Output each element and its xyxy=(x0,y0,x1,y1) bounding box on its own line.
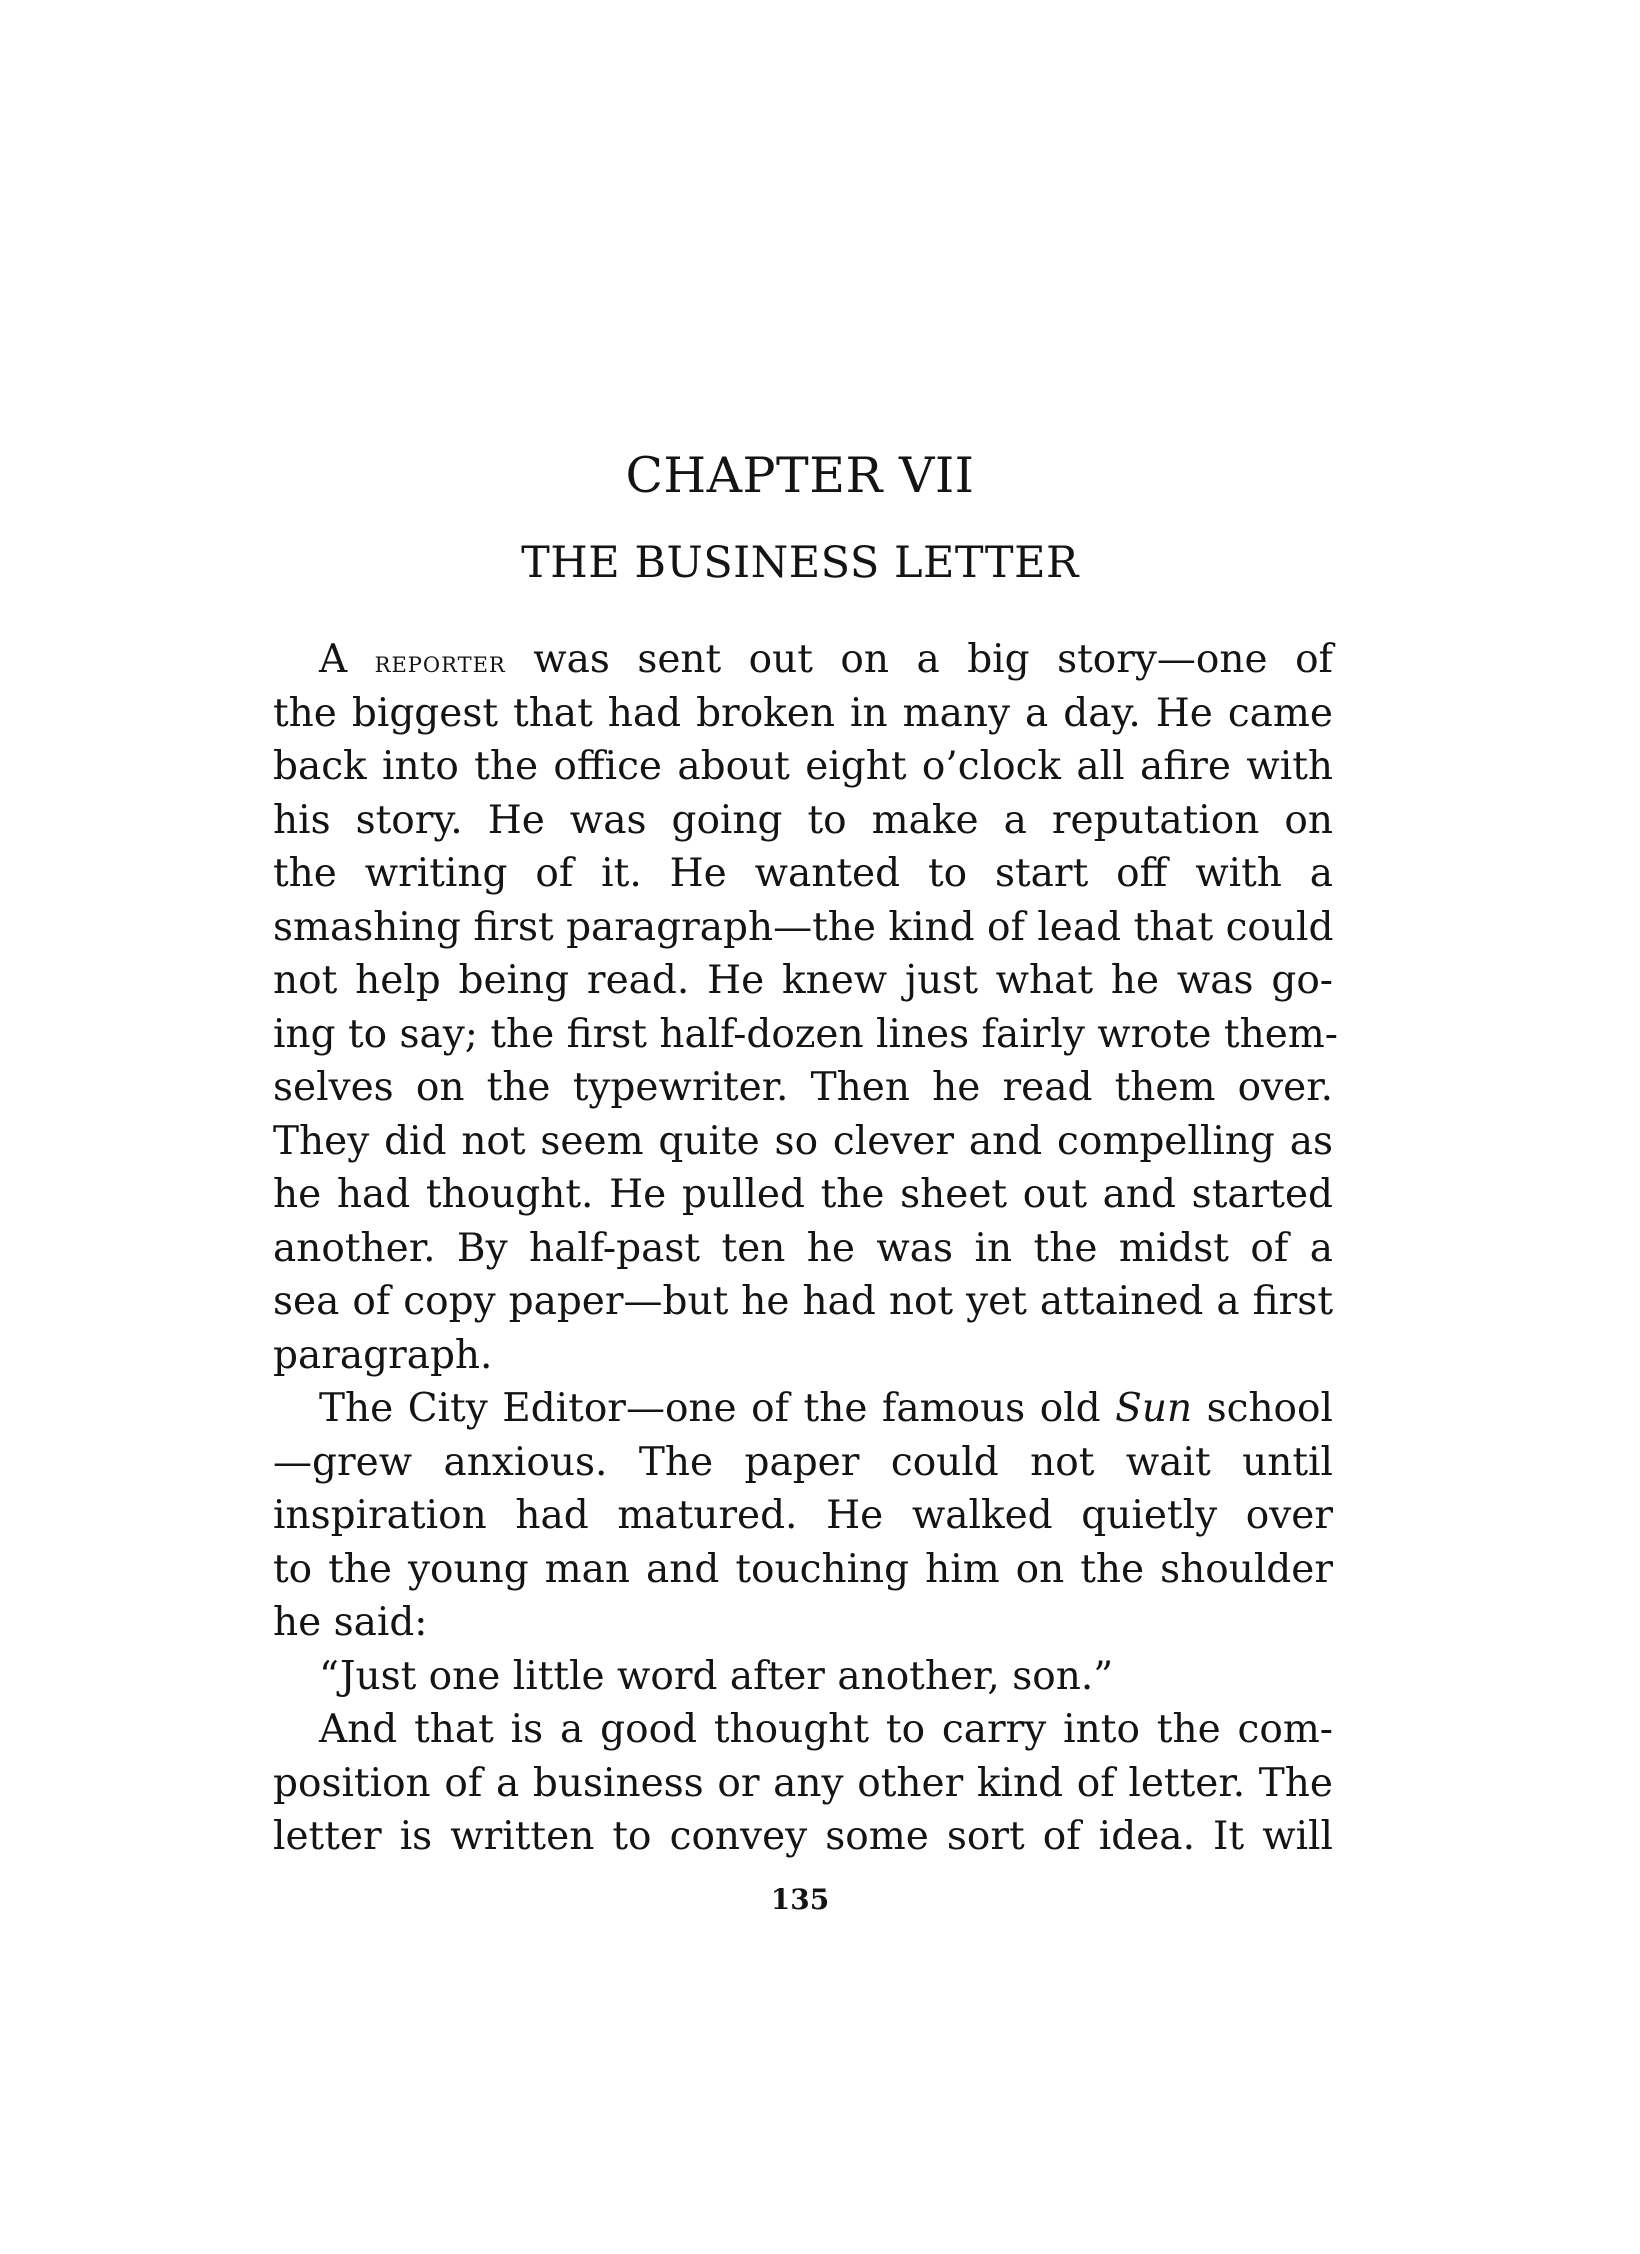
lead-smallcaps: reporter xyxy=(374,645,506,680)
text-line: another. By half-past ten he was in the midst of a xyxy=(273,1225,1333,1271)
text-line: smashing first paragraph—the kind of lead that could xyxy=(273,904,1334,950)
text-line: he had thought. He pulled the sheet out and started xyxy=(273,1172,1333,1217)
text-line: the writing of it. He wanted to start off with a xyxy=(273,851,1333,896)
text-line: paragraph. xyxy=(273,1332,493,1378)
text-line: sea of copy paper—but he had not yet attained a first xyxy=(273,1279,1333,1324)
text-line: position of a business or any other kind of letter. The xyxy=(273,1760,1333,1806)
chapter-number: CHAPTER VII xyxy=(625,447,975,504)
text-line: the biggest that had broken in many a day. He came xyxy=(273,690,1333,736)
text-line: inspiration had matured. He walked quietly over xyxy=(273,1493,1333,1538)
line-text: The City Editor—one of the famous old xyxy=(319,1386,1116,1431)
text-line: not help being read. He knew just what he was go- xyxy=(273,958,1333,1003)
text-line: back into the office about eight o’clock all afire with xyxy=(273,744,1333,789)
chapter-title: THE BUSINESS LETTER xyxy=(521,538,1079,588)
paragraph-1-line-1 xyxy=(273,633,1333,687)
line-text: school xyxy=(1192,1386,1333,1431)
text-line: to the young man and touching him on the shoulder xyxy=(273,1546,1333,1592)
text-line: his story. He was going to make a reputation on xyxy=(273,797,1333,843)
text-line: letter is written to convey some sort of idea. It will xyxy=(273,1814,1333,1859)
body-text xyxy=(273,633,1338,1864)
text-line: —grew anxious. The paper could not wait until xyxy=(273,1439,1333,1485)
text-line: ing to say; the first half-dozen lines fairly wrote them- xyxy=(273,1011,1338,1057)
newspaper-name: Sun xyxy=(1115,1386,1193,1431)
lead-initial: A xyxy=(319,637,375,682)
text-line: They did not seem quite so clever and compelling as xyxy=(273,1118,1333,1164)
text-line: And that is a good thought to carry into the com- xyxy=(319,1707,1333,1752)
line-text: was sent out on a big story—one of xyxy=(505,637,1333,682)
text-line: he said: xyxy=(273,1600,428,1645)
text-line: selves on the typewriter. Then he read them over. xyxy=(273,1065,1333,1110)
paragraph-2-line-1 xyxy=(273,1382,1333,1436)
page-number: 135 xyxy=(770,1883,830,1916)
quote-line: “Just one little word after another, son.” xyxy=(319,1653,1114,1699)
